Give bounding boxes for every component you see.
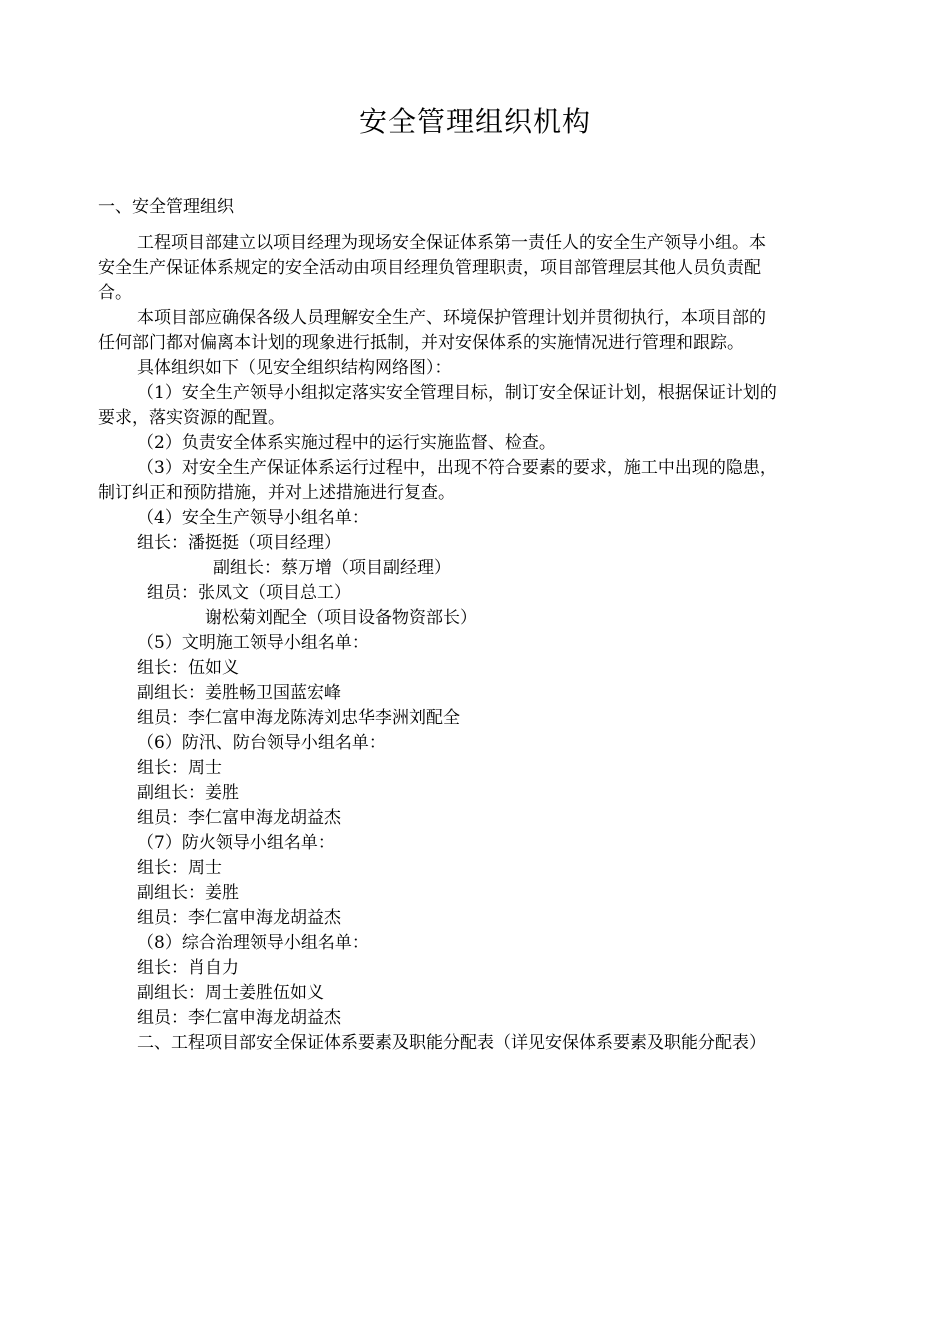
list-item: （2）负责安全体系实施过程中的运行实施监督、检查。 bbox=[137, 433, 556, 453]
paragraph-line: 安全生产保证体系规定的安全活动由项目经理负管理职责，项目部管理层其他人员负责配 bbox=[98, 258, 761, 278]
paragraph-line: 合。 bbox=[98, 283, 132, 303]
paragraph-line: 工程项目部建立以项目经理为现场安全保证体系第一责任人的安全生产领导小组。本 bbox=[137, 233, 766, 253]
roster-line: 副组长：姜胜 bbox=[137, 883, 239, 903]
section-heading-1: 一、安全管理组织 bbox=[98, 197, 234, 217]
roster-line: 副组长：姜胜 bbox=[137, 783, 239, 803]
roster-line: 组长：肖自力 bbox=[137, 958, 239, 978]
roster-line: 副组长：姜胜畅卫国蓝宏峰 bbox=[137, 683, 341, 703]
roster-line: 组员：李仁富申海龙陈涛刘忠华李洲刘配全 bbox=[137, 708, 460, 728]
roster-line: 组长：周士 bbox=[137, 858, 222, 878]
list-item: （7）防火领导小组名单： bbox=[137, 833, 335, 853]
list-item-continuation: 制订纠正和预防措施，并对上述措施进行复查。 bbox=[98, 483, 455, 503]
roster-line: 组员：张凤文（项目总工） bbox=[147, 583, 351, 603]
roster-line: 谢松菊刘配全（项目设备物资部长） bbox=[205, 608, 477, 628]
list-item: （3）对安全生产保证体系运行过程中，出现不符合要素的要求，施工中出现的隐患， bbox=[137, 458, 777, 478]
list-item: （5）文明施工领导小组名单： bbox=[137, 633, 369, 653]
roster-line: 组长：伍如义 bbox=[137, 658, 239, 678]
list-item: （1）安全生产领导小组拟定落实安全管理目标，制订安全保证计划，根据保证计划的 bbox=[137, 383, 777, 403]
roster-line: 组员：李仁富申海龙胡益杰 bbox=[137, 1008, 341, 1028]
list-item: （4）安全生产领导小组名单： bbox=[137, 508, 369, 528]
list-item-continuation: 要求，落实资源的配置。 bbox=[98, 408, 285, 428]
paragraph-line: 任何部门都对偏离本计划的现象进行抵制，并对安保体系的实施情况进行管理和跟踪。 bbox=[98, 333, 744, 353]
roster-line: 组长：周士 bbox=[137, 758, 222, 778]
paragraph-line: 本项目部应确保各级人员理解安全生产、环境保护管理计划并贯彻执行，本项目部的 bbox=[137, 308, 766, 328]
roster-line: 副组长：蔡万增（项目副经理） bbox=[213, 558, 451, 578]
roster-line: 副组长：周士姜胜伍如义 bbox=[137, 983, 324, 1003]
section-heading-2: 二、工程项目部安全保证体系要素及职能分配表（详见安保体系要素及职能分配表） bbox=[137, 1033, 766, 1053]
roster-line: 组员：李仁富申海龙胡益杰 bbox=[137, 808, 341, 828]
roster-line: 组员：李仁富申海龙胡益杰 bbox=[137, 908, 341, 928]
paragraph-line: 具体组织如下（见安全组织结构网络图）： bbox=[137, 358, 452, 378]
list-item: （8）综合治理领导小组名单： bbox=[137, 933, 369, 953]
roster-line: 组长：潘挺挺（项目经理） bbox=[137, 533, 341, 553]
list-item: （6）防汛、防台领导小组名单： bbox=[137, 733, 386, 753]
document-title: 安全管理组织机构 bbox=[358, 105, 591, 138]
